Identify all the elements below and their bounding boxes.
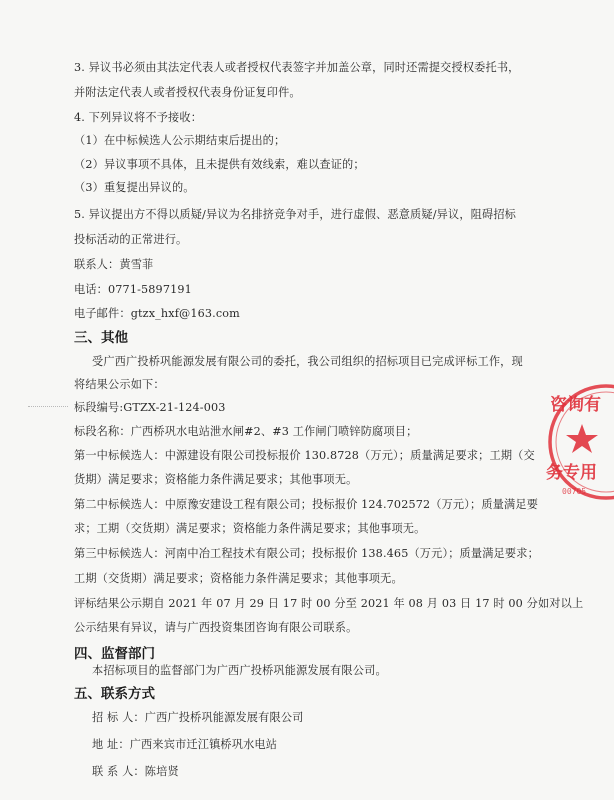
section-5-heading: 五、联系方式 [74,686,155,702]
bid-section-name: 标段名称：广西桥巩水电站泄水闸#2、#3 工作闸门喷锌防腐项目； [74,425,418,438]
section-3-intro-line-1: 受广西广投桥巩能源发展有限公司的委托，我公司组织的招标项目已完成评标工作，现 [92,355,523,368]
candidate-3-line-2: 工期（交货期）满足要求；资格能力条件满足要求；其他事项无。 [74,572,403,585]
supervision-text: 本招标项目的监督部门为广西广投桥巩能源发展有限公司。 [92,664,387,677]
candidate-3-line-1: 第三中标候选人：河南中冶工程技术有限公司；投标报价 138.465（万元）；质量满足要求； [74,547,539,560]
company-seal-stamp [546,382,614,502]
section-3-intro-line-2: 将结果公示如下： [74,378,165,391]
clause-4-item-1: （1）在中标候选人公示期结束后提出的； [74,134,286,147]
contact-person: 联系人：黄雪菲 [74,258,154,271]
seal-bottom-text: 务专用 [546,463,597,483]
contact-line: 联 系 人：陈培贤 [92,765,179,778]
candidate-2-line-1: 第二中标候选人：中原豫安建设工程有限公司；投标报价 124.702572（万元）；质量满足要 [74,498,539,511]
clause-3-line-1: 3. 异议书必须由其法定代表人或者授权代表签字并加盖公章，同时还需提交授权委托书， [74,61,520,74]
clause-4-item-2: （2）异议事项不具体，且未提供有效线索，难以查证的； [74,158,365,171]
seal-top-text: 咨询有 [550,395,601,415]
candidate-2-line-2: 求；工期（交货期）满足要求；资格能力条件满足要求；其他事项无。 [74,522,426,535]
candidate-1-line-2: 货期）满足要求；资格能力条件满足要求；其他事项无。 [74,473,358,486]
bid-section-number: 标段编号:GTZX-21-124-003 [74,401,226,414]
contact-phone: 电话：0771-5897191 [74,283,192,296]
clause-5-line-2: 投标活动的正常进行。 [74,233,188,246]
dotted-mark [28,406,68,410]
section-3-heading: 三、其他 [74,330,128,346]
publicity-period-line-1: 评标结果公示期自 2021 年 07 月 29 日 17 时 00 分至 2021 年 08 月 03 日 17 时 00 分如对以上 [74,597,584,610]
contact-email: 电子邮件：gtzx_hxf@163.com [74,307,240,320]
clause-3-line-2: 并附法定代表人或者授权代表身份证复印件。 [74,86,301,99]
clause-5-line-1: 5. 异议提出方不得以质疑/异议为名排挤竞争对手，进行虚假、恶意质疑/异议，阻碍招标 [74,208,517,221]
publicity-period-line-2: 公示结果有异议，请与广西投资集团咨询有限公司联系。 [74,621,358,634]
section-4-heading: 四、监督部门 [74,646,155,662]
candidate-1-line-1: 第一中标候选人：中源建设有限公司投标报价 130.8728（万元）；质量满足要求；工期（交 [74,449,535,462]
clause-4-title: 4. 下列异议将不予接收： [74,111,203,124]
address-line: 地 址：广西来宾市迁江镇桥巩水电站 [92,738,278,751]
seal-number: 00705 [562,487,587,496]
clause-4-item-3: （3）重复提出异议的。 [74,181,195,194]
bidder-line: 招 标 人：广西广投桥巩能源发展有限公司 [92,711,304,724]
